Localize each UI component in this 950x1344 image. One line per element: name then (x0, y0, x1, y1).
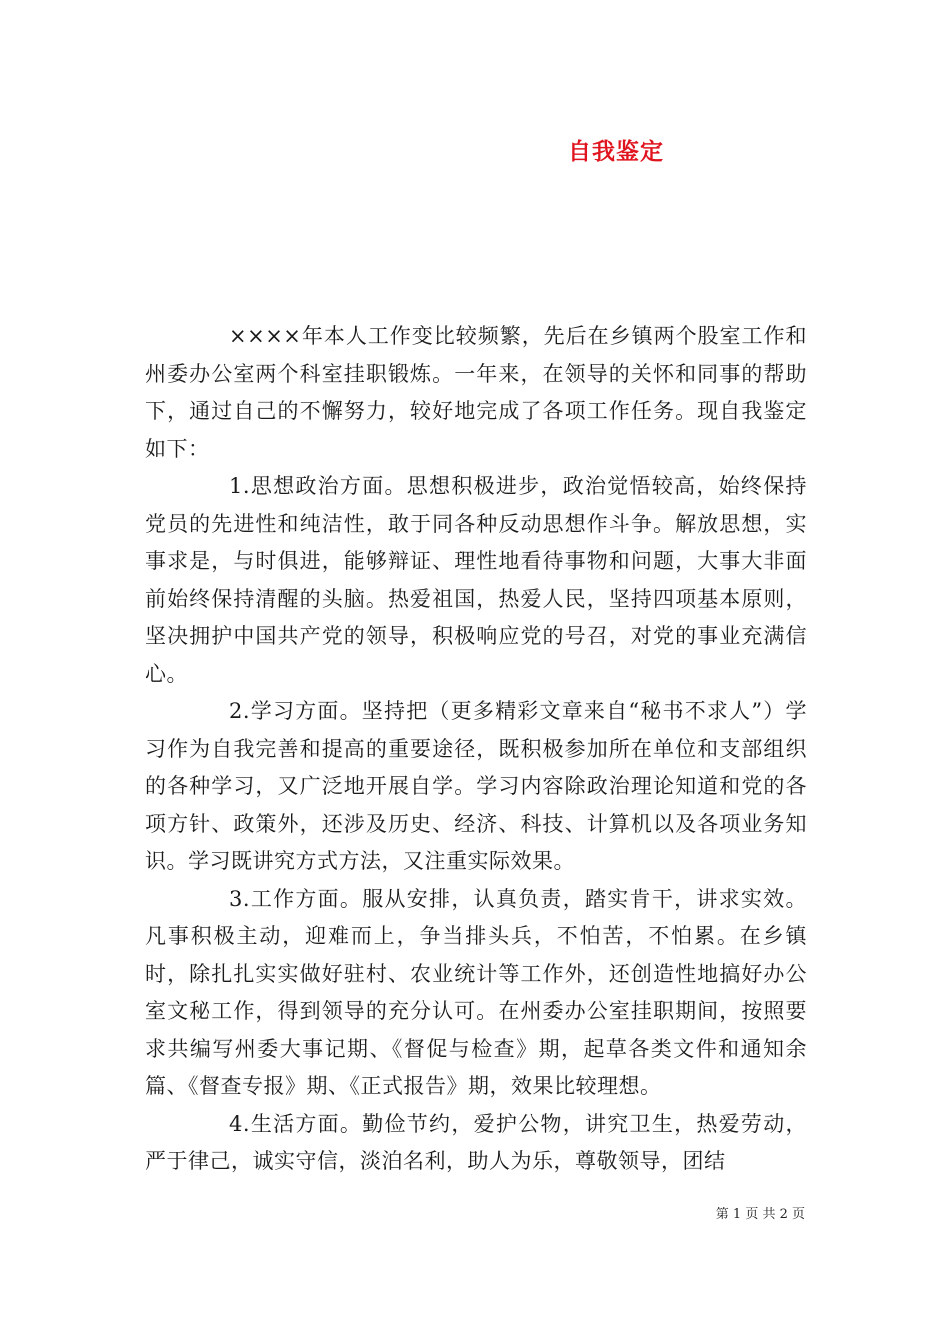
document-body (145, 318, 807, 1181)
page-number-footer: 第 1 页 共 2 页 (715, 1207, 805, 1222)
document-title: 自我鉴定 (568, 138, 664, 165)
paragraph-life: 4.生活方面。勤俭节约，爱护公物，讲究卫生，热爱劳动，严于律己，诚实守信，淡泊名利，助人为乐，尊敬领导，团结 (145, 1111, 807, 1173)
paragraph-intro: ××××年本人工作变比较频繁，先后在乡镇两个股室工作和州委办公室两个科室挂职锻炼。一年来，在领导的关怀和同事的帮助下，通过自己的不懈努力，较好地完成了各项工作任务。现自我鉴定如下： (145, 324, 807, 461)
paragraph-political: 1.思想政治方面。思想积极进步，政治觉悟较高，始终保持党员的先进性和纯洁性，敢于同各种反动思想作斗争。解放思想，实事求是，与时俱进，能够辩证、理性地看待事物和问题，大事大非面前始终保持清醒的头脑。热爱祖国，热爱人民，坚持四项基本原则，坚决拥护中国共产党的领导，积极响应党的号召，对党的事业充满信心。 (145, 474, 807, 686)
paragraph-work: 3.工作方面。服从安排，认真负责，踏实肯干，讲求实效。凡事积极主动，迎难而上，争当排头兵，不怕苦，不怕累。在乡镇时，除扎扎实实做好驻村、农业统计等工作外，还创造性地搞好办公室文秘工作，得到领导的充分认可。在州委办公室挂职期间，按照要求共编写州委大事记期、《督促与检查》期，起草各类文件和通知余篇、《督查专报》期、《正式报告》期，效果比较理想。 (145, 886, 807, 1098)
paragraph-study: 2.学习方面。坚持把（更多精彩文章来自“秘书不求人”）学习作为自我完善和提高的重要途径，既积极参加所在单位和支部组织的各种学习，又广泛地开展自学。学习内容除政治理论知道和党的各项方针、政策外，还涉及历史、经济、科技、计算机以及各项业务知识。学习既讲究方式方法，又注重实际效果。 (145, 699, 807, 873)
